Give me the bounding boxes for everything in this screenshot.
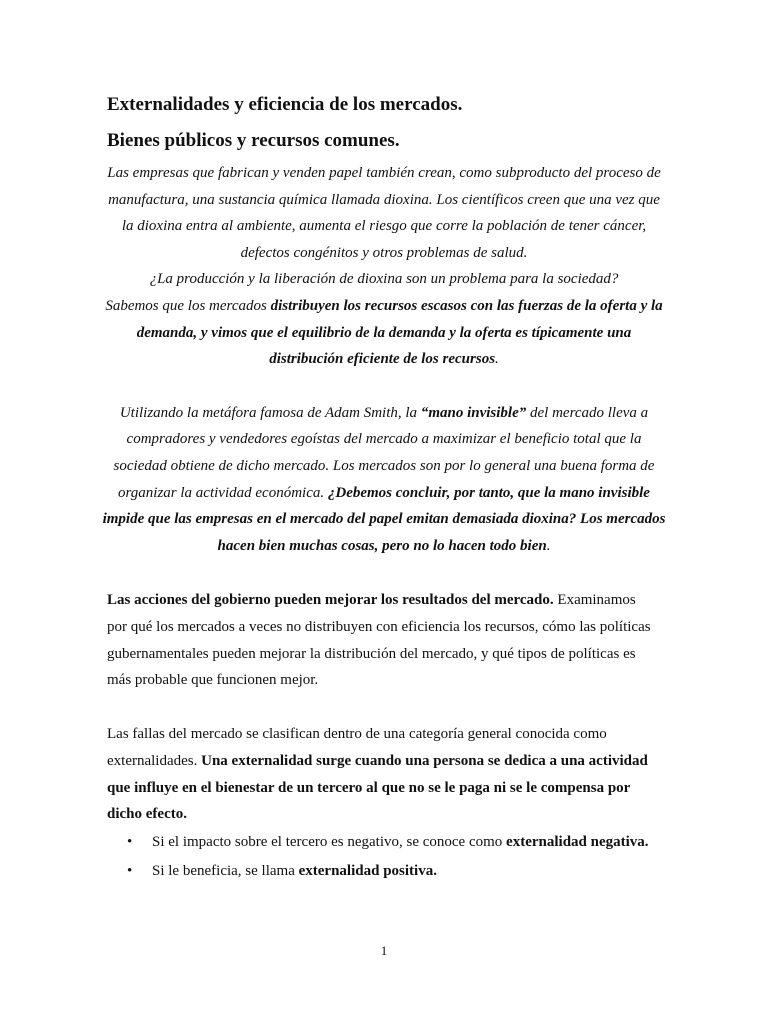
bullet-icon: • — [127, 863, 133, 879]
list-item-text: Si el impacto sobre el tercero es negativo, se conoce como — [152, 834, 507, 850]
intro-question: ¿La producción y la liberación de dioxina son un problema para la sociedad? — [149, 271, 619, 288]
intro-paragraph-dioxin: Las empresas que fabrican y venden papel también crean, como subproducto del proceso de manufactura, una sustancia química llamada dioxina. Los científicos creen que una vez que la dioxina entra al ambiente, aumenta el riesgo que corre la población de tener cáncer, defectos congénitos y otros problemas de salud. — [107, 165, 661, 261]
government-paragraph — [107, 587, 655, 694]
invisible-hand-question: ¿Debemos concluir, por tanto, que la mano invisible impide que las empresas en el mercado del papel emitan demasiada dioxina? Los mercados hacen bien muchas cosas, pero no lo hacen todo bien — [102, 484, 666, 554]
document-title: Externalidades y eficiencia de los mercados. — [107, 94, 463, 115]
invisible-hand-lead: Utilizando la metáfora famosa de Adam Smith, la — [119, 404, 421, 421]
list-item-text: Si le beneficia, se llama — [152, 863, 299, 879]
list-item-term: externalidad positiva. — [298, 863, 437, 879]
list-item-term: externalidad negativa. — [506, 834, 649, 850]
bullet-icon: • — [127, 834, 133, 850]
intro-paragraph-invisible-hand — [102, 400, 666, 560]
intro-markets-lead: Sabemos que los mercados — [105, 297, 271, 314]
page-number: 1 — [380, 943, 388, 958]
externality-types-list — [107, 828, 667, 886]
intro-section — [102, 160, 666, 559]
document-subtitle: Bienes públicos y recursos comunes. — [107, 130, 400, 151]
government-text: Examinamos por qué los mercados a veces no distribuyen con eficiencia los recursos, cómo las políticas gubernamentales pueden mejorar la distribución del mercado, y qué tipos de políticas es más probable que funcionen mejor. — [107, 592, 651, 689]
invisible-hand-end: . — [546, 537, 551, 554]
paragraph-spacer — [102, 373, 666, 400]
invisible-hand-term: “mano invisible” — [420, 404, 527, 421]
externality-text: Las fallas del mercado se clasifican dentro de una categoría general conocida como externalidades. — [107, 726, 607, 769]
list-item — [107, 857, 667, 886]
externality-definition: Una externalidad surge cuando una persona se dedica a una actividad que influye en el bienestar de un tercero al que no se le paga ni se le compensa por dicho efecto. — [107, 752, 648, 823]
intro-paragraph-markets — [102, 293, 666, 373]
government-lead: Las acciones del gobierno pueden mejorar los resultados del mercado. — [107, 592, 554, 608]
externality-paragraph — [107, 721, 655, 828]
intro-markets-emphasis: distribuyen los recursos escasos con las fuerzas de la oferta y la demanda, y vimos que el equilibrio de la demanda y la oferta es típicamente una distribución eficiente de los recursos — [136, 297, 663, 368]
list-item — [107, 828, 667, 857]
invisible-hand-text: del mercado lleva a compradores y vendedores egoístas del mercado a maximizar el beneficio total que la sociedad obtiene de dicho mercado. Los mercados son por lo general una buena forma de organizar la actividad económica. — [113, 404, 655, 501]
intro-markets-end: . — [495, 351, 499, 368]
